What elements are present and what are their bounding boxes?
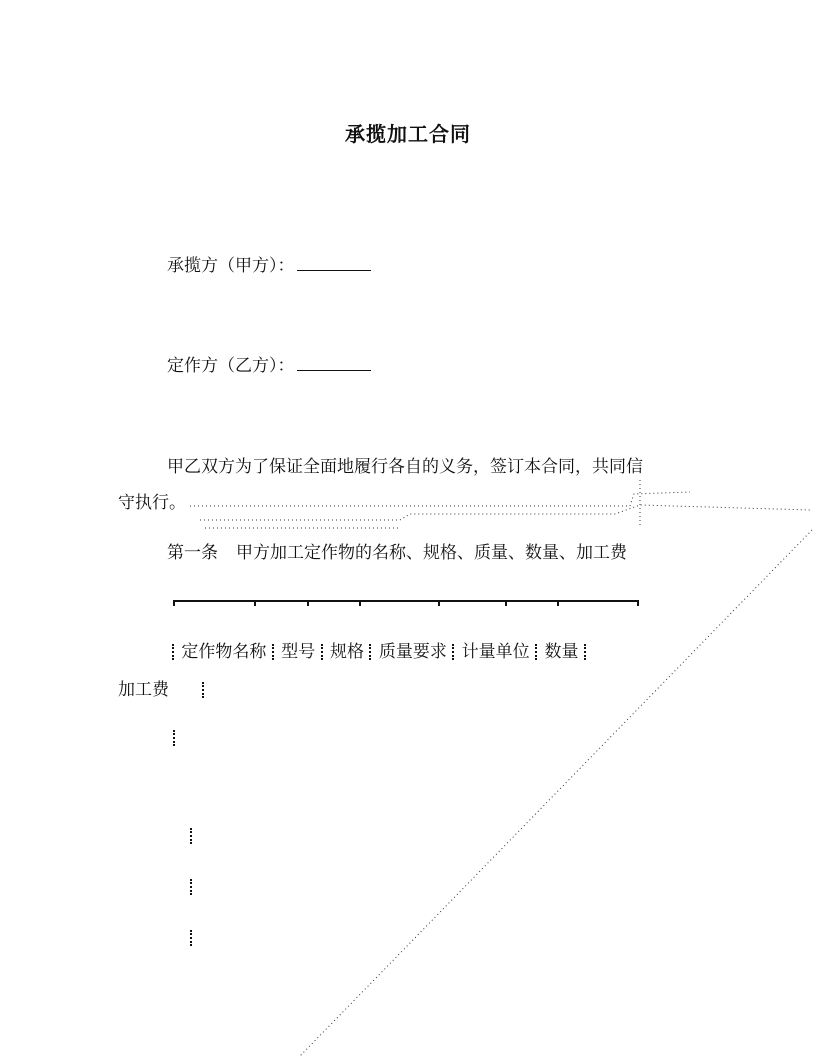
party-a-label: 承揽方（甲方）：	[167, 256, 295, 276]
table-header-name: 定作物名称	[181, 642, 267, 662]
dotted-trace-diagonal	[300, 530, 812, 1056]
table-header-quantity: 数量	[544, 642, 579, 662]
dotted-trace-lower	[200, 505, 810, 520]
article-1-text: 甲方加工定作物的名称、规格、质量、数量、加工费	[236, 543, 627, 563]
table-header-spec: 规格	[330, 642, 365, 662]
article-1-label: 第一条	[167, 543, 218, 563]
table-header-unit: 计量单位	[461, 642, 530, 662]
page-title: 承揽加工合同	[345, 122, 471, 146]
table-header-model: 型号	[281, 642, 316, 662]
intro-line-2: 守执行。	[118, 493, 186, 513]
dotted-trace-upper	[190, 492, 690, 506]
table-header-fee: 加工费	[118, 680, 169, 700]
table-header-quality: 质量要求	[378, 642, 447, 662]
party-b-label: 定作方（乙方）：	[167, 356, 295, 376]
intro-line-1: 甲乙双方为了保证全面地履行各自的义务，签订本合同，共同信	[167, 457, 643, 477]
